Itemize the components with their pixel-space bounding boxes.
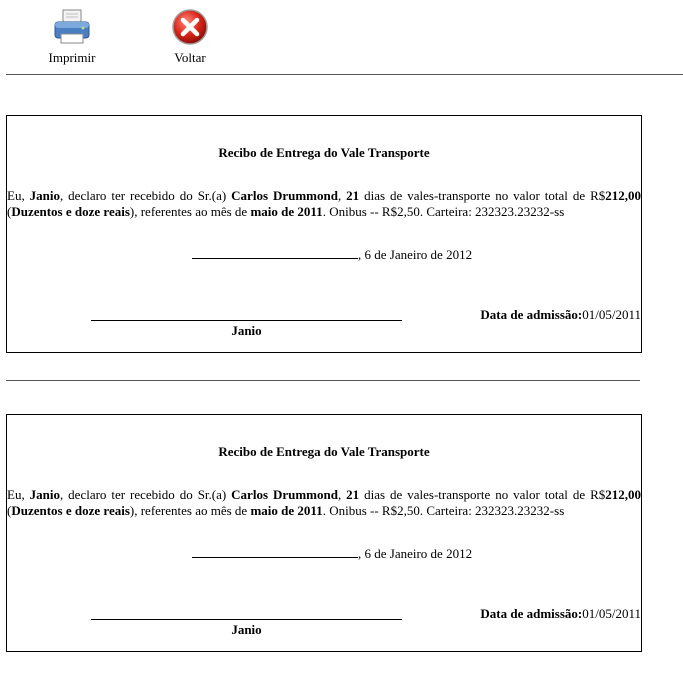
employee-name: Janio — [29, 487, 60, 502]
total-value: 212,00 — [605, 487, 641, 502]
back-label: Voltar — [174, 50, 206, 65]
receipt-title: Recibo de Entrega do Vale Transporte — [218, 145, 430, 160]
total-value: 212,00 — [605, 188, 641, 203]
signature-line — [91, 320, 402, 321]
receipt-text: Eu, Janio, declaro ter recebido do Sr.(a) Carlos Drummond, 21 dias de vales-transporte no valor total de R$212,00 (Duzentos e doze reais), referentes ao mês de maio de 2011. Onibus -- R$2,50. Carteira: 232323.23232-ss — [7, 487, 641, 518]
total-in-words: Duzentos e doze reais — [11, 503, 130, 518]
admission-date: Data de admissão:01/05/2011 — [480, 307, 641, 322]
printer-icon — [52, 8, 92, 46]
receipt-divider — [6, 380, 640, 381]
top-divider — [6, 74, 683, 75]
close-icon — [171, 8, 209, 46]
receipt-title: Recibo de Entrega do Vale Transporte — [218, 444, 430, 459]
receipt-date: , 6 de Janeiro de 2012 — [192, 247, 472, 263]
employer-name: Carlos Drummond — [231, 188, 338, 203]
signature-line — [91, 619, 402, 620]
signature-name: Janio — [231, 622, 262, 637]
receipt-text: Eu, Janio, declaro ter recebido do Sr.(a) Carlos Drummond, 21 dias de vales-transporte no valor total de R$212,00 (Duzentos e doze reais), referentes ao mês de maio de 2011. Onibus -- R$2,50. Carteira: 232323.23232-ss — [7, 188, 641, 219]
place-blank-line — [192, 247, 358, 259]
days-count: 21 — [346, 188, 360, 203]
print-button[interactable] — [32, 8, 112, 66]
employer-name: Carlos Drummond — [231, 487, 338, 502]
reference-month: maio de 2011 — [250, 503, 323, 518]
receipt — [6, 414, 642, 652]
print-label: Imprimir — [48, 50, 96, 65]
admission-date: Data de admissão:01/05/2011 — [480, 606, 641, 621]
back-button[interactable] — [150, 8, 230, 66]
receipt-date: , 6 de Janeiro de 2012 — [192, 546, 472, 562]
receipt — [6, 115, 642, 353]
signature-name: Janio — [231, 323, 262, 338]
place-blank-line — [192, 546, 358, 558]
total-in-words: Duzentos e doze reais — [11, 204, 130, 219]
days-count: 21 — [346, 487, 360, 502]
employee-name: Janio — [29, 188, 60, 203]
reference-month: maio de 2011 — [250, 204, 323, 219]
